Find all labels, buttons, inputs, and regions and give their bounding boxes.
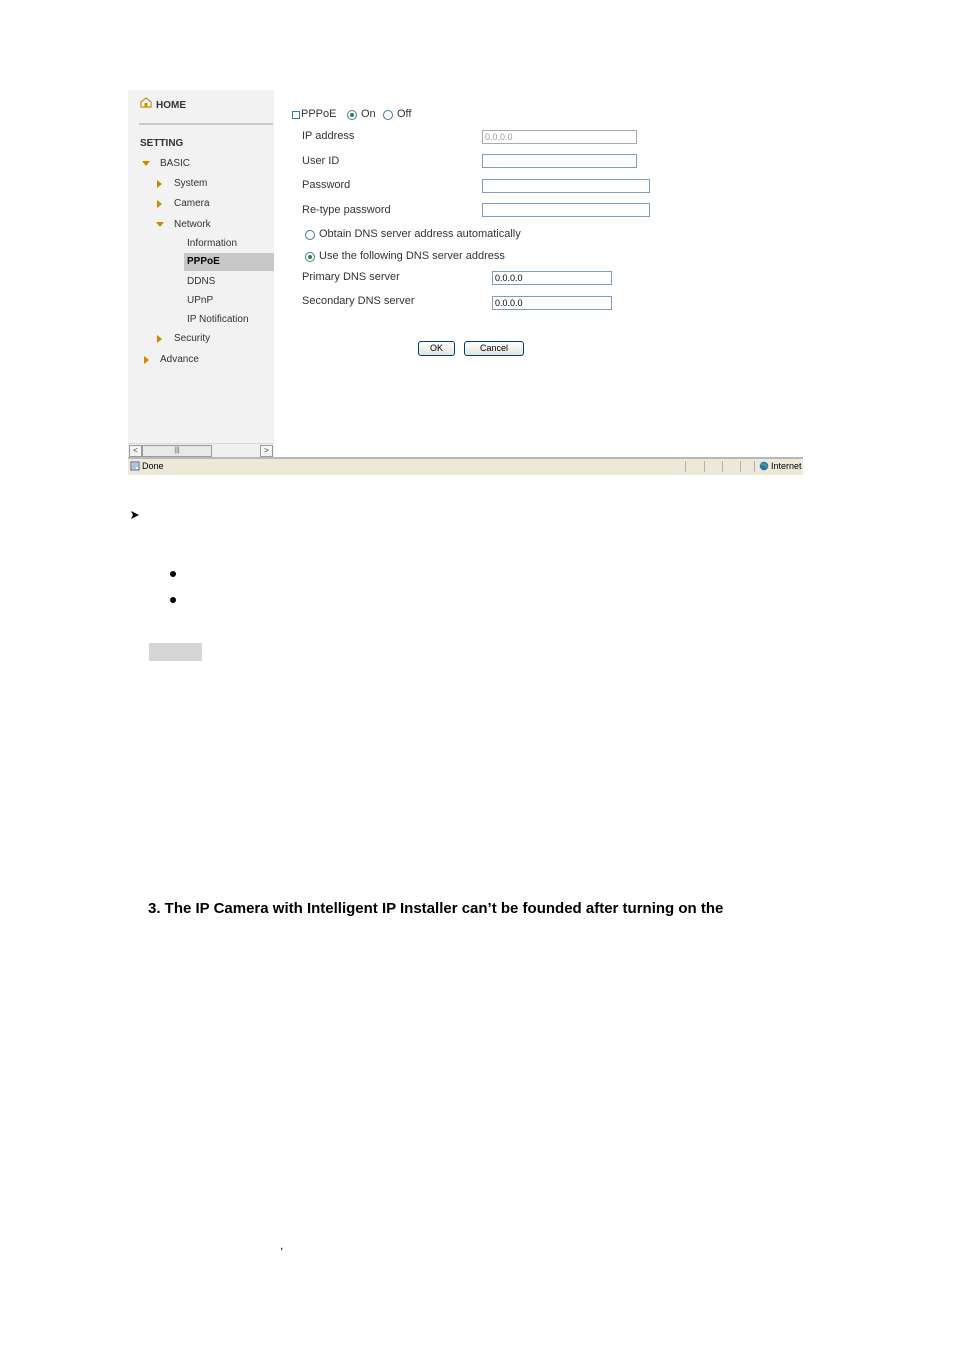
chevron-right-icon xyxy=(157,335,162,343)
ip-address-label: IP address xyxy=(302,130,355,142)
sidebar-item-network[interactable] xyxy=(156,219,272,233)
user-id-label: User ID xyxy=(302,155,340,167)
zone-text: Internet xyxy=(771,461,802,471)
sidebar-setting-label: SETTING xyxy=(140,138,184,149)
primary-dns-field[interactable] xyxy=(492,271,612,285)
bullet-dot xyxy=(170,597,176,603)
sidebar-network-label: Network xyxy=(174,219,211,230)
dns-manual-label: Use the following DNS server address xyxy=(319,250,505,262)
cancel-button[interactable]: Cancel xyxy=(464,341,524,356)
dns-manual-radio[interactable] xyxy=(305,252,315,262)
status-divider xyxy=(685,461,686,472)
secondary-dns-field[interactable] xyxy=(492,296,612,310)
gray-highlight-box xyxy=(149,643,202,661)
status-text: Done xyxy=(142,461,164,471)
ip-address-field[interactable] xyxy=(482,130,637,144)
sidebar-item-system[interactable] xyxy=(157,178,272,192)
scroll-thumb[interactable]: ||| xyxy=(142,445,212,457)
sidebar-horizontal-scrollbar[interactable] xyxy=(128,443,274,457)
scroll-left-button[interactable]: < xyxy=(129,445,142,457)
chevron-right-icon xyxy=(157,180,162,188)
sidebar-pppoe-label: PPPoE xyxy=(187,256,220,267)
chevron-right-icon xyxy=(157,200,162,208)
sidebar-upnp-label: UPnP xyxy=(187,295,214,306)
sidebar-system-label: System xyxy=(174,178,208,189)
sidebar-security-label: Security xyxy=(174,333,211,344)
browser-status-bar xyxy=(128,457,803,475)
retype-password-field[interactable] xyxy=(482,203,650,217)
sidebar-item-upnp[interactable] xyxy=(187,295,272,309)
sidebar-home-label: HOME xyxy=(156,100,186,111)
chevron-right-icon xyxy=(144,356,149,364)
sidebar-ddns-label: DDNS xyxy=(187,276,216,287)
sidebar-item-advance[interactable] xyxy=(144,354,272,368)
globe-icon xyxy=(759,461,769,471)
sidebar-ip-notification-label: IP Notification xyxy=(187,314,249,325)
settings-sidebar xyxy=(128,90,274,443)
dns-auto-label: Obtain DNS server address automatically xyxy=(319,228,521,240)
status-divider xyxy=(754,461,755,472)
pppoe-settings-form xyxy=(274,90,803,443)
sidebar-item-camera[interactable] xyxy=(157,198,272,212)
password-field[interactable] xyxy=(482,179,650,193)
sidebar-item-basic[interactable] xyxy=(142,158,272,172)
sidebar-item-home[interactable] xyxy=(128,90,274,120)
sidebar-divider xyxy=(139,123,273,125)
sidebar-item-ddns[interactable] xyxy=(187,276,272,290)
stray-comma: , xyxy=(280,1238,284,1252)
sidebar-advance-label: Advance xyxy=(160,354,199,365)
bullet-dot xyxy=(170,571,176,577)
home-icon xyxy=(140,97,152,108)
ok-button[interactable]: OK xyxy=(418,341,455,356)
pppoe-label: PPPoE xyxy=(301,108,337,120)
pppoe-off-label: Off xyxy=(397,108,412,120)
status-divider xyxy=(740,461,741,472)
password-label: Password xyxy=(302,179,351,191)
sidebar-item-ip-notification[interactable] xyxy=(187,314,272,328)
pppoe-on-label: On xyxy=(361,108,376,120)
pppoe-off-radio[interactable] xyxy=(383,110,393,120)
retype-password-label: Re-type password xyxy=(302,204,391,216)
status-divider xyxy=(704,461,705,472)
secondary-dns-label: Secondary DNS server xyxy=(302,295,415,307)
chevron-down-icon xyxy=(142,161,150,166)
sidebar-basic-label: BASIC xyxy=(160,158,191,169)
sidebar-item-pppoe[interactable] xyxy=(184,253,274,271)
user-id-field[interactable] xyxy=(482,154,637,168)
settings-screenshot xyxy=(128,90,803,473)
dns-auto-radio[interactable] xyxy=(305,230,315,240)
sidebar-item-information[interactable] xyxy=(187,238,272,252)
sidebar-item-security[interactable] xyxy=(157,333,272,347)
page-done-icon xyxy=(130,461,140,471)
pppoe-on-radio[interactable] xyxy=(347,110,357,120)
pppoe-square-icon xyxy=(292,111,300,119)
scroll-right-button[interactable]: > xyxy=(260,445,273,457)
chevron-down-icon xyxy=(156,222,164,227)
section-heading: 3. The IP Camera with Intelligent IP Installer can’t be founded after turning on the xyxy=(148,900,724,917)
status-divider xyxy=(722,461,723,472)
arrowhead-bullet-icon xyxy=(130,510,140,520)
sidebar-information-label: Information xyxy=(187,238,238,249)
sidebar-camera-label: Camera xyxy=(174,198,210,209)
primary-dns-label: Primary DNS server xyxy=(302,271,400,283)
